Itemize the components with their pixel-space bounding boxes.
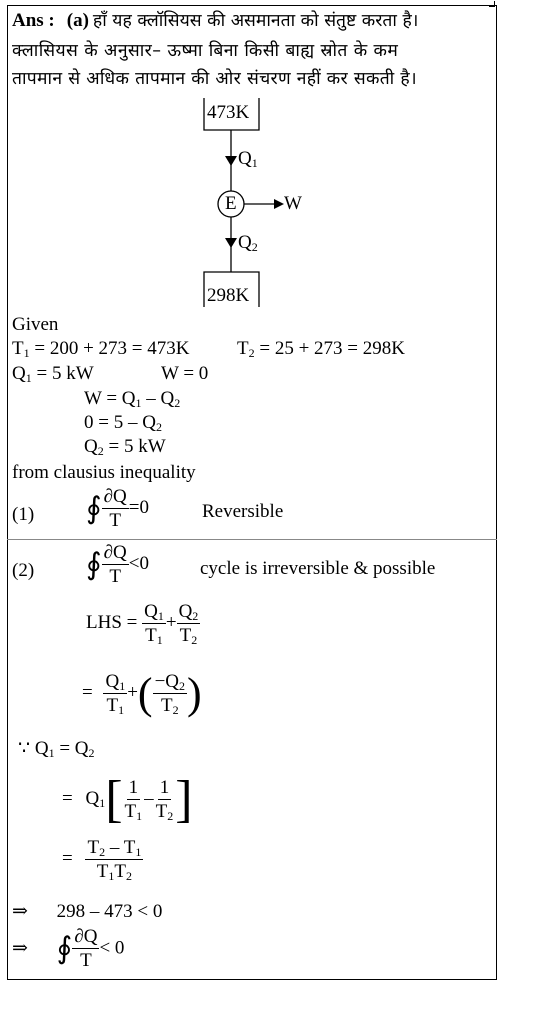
implies-numeric: ⇒ 298 – 473 < 0 (12, 901, 163, 922)
intro-line-3: तापमान से अधिक तापमान की ओर संचरण नहीं कर सकती है। (12, 69, 417, 89)
substitution-equation: = $\frac{Q_1}{T_1}$ +( $\frac{-Q_2}{T_2}$ ) (82, 669, 202, 718)
work-balance-equation: $W = Q_1 - Q_2$ (84, 388, 181, 410)
divider-line (7, 539, 497, 540)
factored-equation: = $Q_1$[ $\frac{1}{T_1}$ – $\frac{1}{T_2}$ ] (62, 771, 193, 828)
intro-text-1: हाँ यह क्लॉसियस की असमानता को संतुष्ट करता है। (92, 11, 419, 31)
work-arrow-icon (274, 199, 284, 209)
case-1-text: Reversible (202, 501, 284, 522)
t2-equation: $T_2 = 25 + 273 = 298K$ (237, 338, 405, 360)
hot-reservoir-label: 473K (207, 102, 250, 123)
case-2-label: (2) (12, 560, 35, 581)
clausius-heading: from clausius inequality (12, 462, 196, 483)
combined-equation: = $\frac{T_2 - T_1}{T_1T_2}$ (62, 837, 142, 883)
cyclic-integral-icon: ∮ (86, 547, 102, 581)
intro-line-2: क्लासियस के अनुसार– ऊष्मा बिना किसी बाह्य स्रोत के कम (12, 41, 399, 61)
because-statement: ∵ $Q_1 = Q_2$ (18, 738, 95, 760)
case-2-expression: ∮ $\frac{\partial Q}{T}$ <0 (86, 542, 149, 587)
engine-label: E (225, 193, 237, 214)
lhs-equation: LHS = $\frac{Q_1}{T_1}$ + $\frac{Q_2}{T_2}$ (86, 601, 199, 647)
w-equation: W = 0 (161, 363, 209, 384)
case-1-label: (1) (12, 504, 35, 525)
q2-result: $Q_2 = 5$ kW (84, 436, 166, 458)
option-label: (a) (66, 10, 89, 31)
implies-icon: ⇒ (12, 938, 28, 959)
t1-equation: $T_1 = 200 + 273 = 473K$ (12, 338, 190, 360)
implies-final: ⇒ ∮ $\frac{\partial Q}{T}$ < 0 (12, 926, 125, 971)
zero-equation: $0 = 5 - Q_2$ (84, 412, 162, 434)
cyclic-integral-icon: ∮ (86, 491, 102, 525)
work-label: W (284, 193, 302, 214)
q2-arrow-icon (225, 238, 237, 248)
case-1-expression: ∮ $\frac{\partial Q}{T}$ =0 (86, 486, 149, 531)
cold-reservoir-label: 298K (207, 285, 250, 306)
q1-label: $Q_1$ (238, 148, 258, 170)
given-heading: Given (12, 314, 59, 335)
cyclic-integral-icon: ∮ (56, 931, 73, 965)
q1-equation: $Q_1 = 5$ kW (12, 363, 94, 385)
q1-arrow-icon (225, 156, 237, 166)
ans-label: Ans : (12, 10, 55, 31)
case-2-text: cycle is irreversible & possible (200, 558, 436, 579)
q2-label: $Q_2$ (238, 232, 258, 254)
implies-icon: ⇒ (12, 901, 28, 922)
heat-engine-diagram (0, 0, 536, 320)
